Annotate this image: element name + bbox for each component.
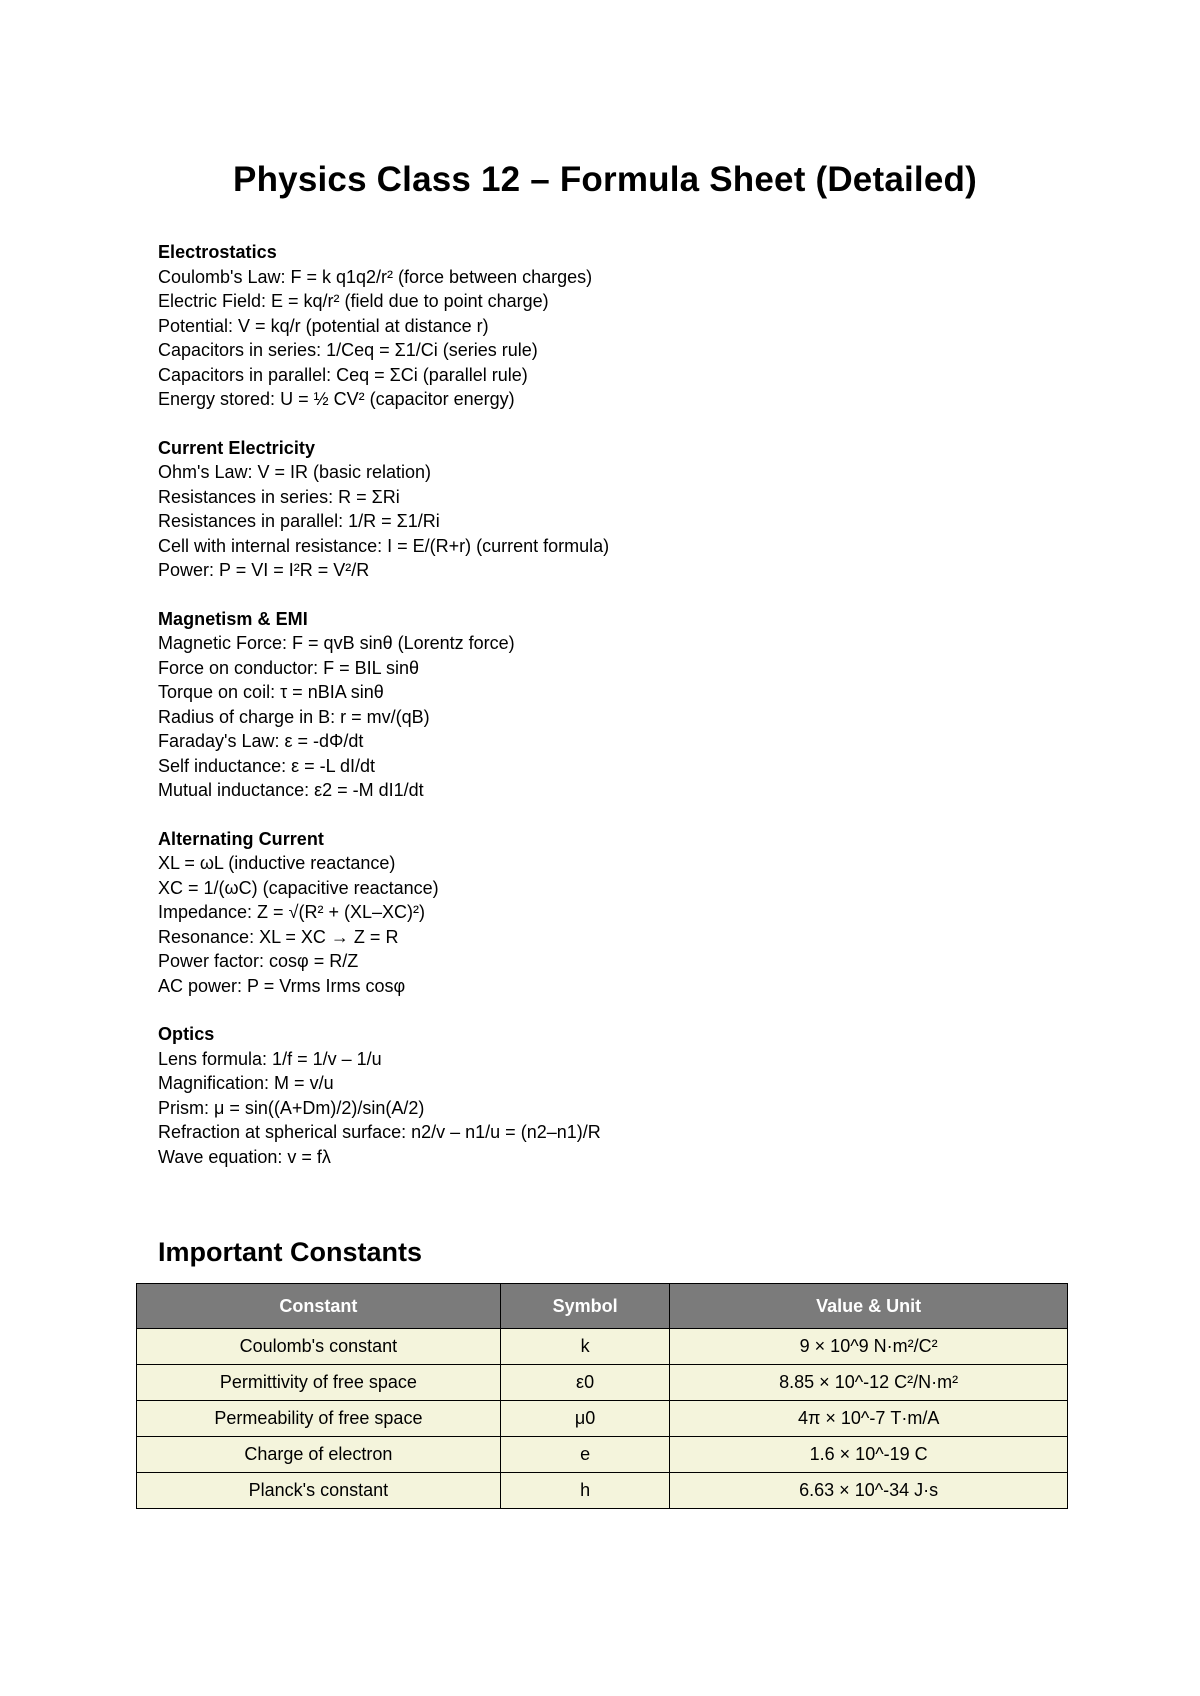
formula-line: Energy stored: U = ½ CV² (capacitor energy) xyxy=(158,389,515,409)
formula-line: Lens formula: 1/f = 1/v – 1/u xyxy=(158,1048,382,1069)
formula-line: Wave equation: v = fλ xyxy=(158,1146,331,1167)
formula-line: Power factor: cosφ = R/Z xyxy=(158,951,359,971)
formula-line: Resistances in series: R = ΣRi xyxy=(158,486,400,507)
constants-heading: Important Constants xyxy=(158,1237,423,1267)
formula-line: Mutual inductance: ε2 = -M dI1/dt xyxy=(158,780,424,800)
section-electrostatics xyxy=(158,240,1058,412)
table-cell: ε0 xyxy=(500,1365,669,1401)
table-cell: Coulomb's constant xyxy=(137,1329,501,1365)
formula-line: Torque on coil: τ = nBIA sinθ xyxy=(158,682,384,702)
formula-line: Potential: V = kq/r (potential at distance r) xyxy=(158,315,489,336)
section-heading: Current Electricity xyxy=(158,437,315,458)
formula-line: Prism: μ = sin((A+Dm)/2)/sin(A/2) xyxy=(158,1097,425,1118)
formula-line: Electric Field: E = kq/r² (field due to point charge) xyxy=(158,291,549,311)
formula-line: Force on conductor: F = BIL sinθ xyxy=(158,657,419,678)
table-cell: h xyxy=(500,1473,669,1509)
formula-line: Cell with internal resistance: I = E/(R+r) (current formula) xyxy=(158,535,610,556)
formula-line: Resonance: XL = XC → Z = R xyxy=(158,926,399,947)
table-cell: k xyxy=(500,1329,669,1365)
formula-line: Impedance: Z = √(R² + (XL–XC)²) xyxy=(158,902,425,922)
table-cell: 8.85 × 10^-12 C²/N·m² xyxy=(670,1365,1068,1401)
formula-line: Faraday's Law: ε = -dΦ/dt xyxy=(158,731,364,751)
formula-line: Refraction at spherical surface: n2/v – n1/u = (n2–n1)/R xyxy=(158,1122,601,1142)
formula-line: Power: P = VI = I²R = V²/R xyxy=(158,560,370,580)
formula-line: Magnification: M = v/u xyxy=(158,1073,334,1093)
table-cell: 9 × 10^9 N·m²/C² xyxy=(670,1329,1068,1365)
section-alternating-current xyxy=(158,827,1058,999)
table-cell: 1.6 × 10^-19 C xyxy=(670,1437,1068,1473)
formula-line: Magnetic Force: F = qvB sinθ (Lorentz force) xyxy=(158,633,515,653)
table-cell: 4π × 10^-7 T·m/A xyxy=(670,1401,1068,1437)
column-header-constant: Constant xyxy=(137,1284,501,1329)
table-row xyxy=(137,1437,1068,1473)
table-cell: Permeability of free space xyxy=(137,1401,501,1437)
table-row xyxy=(137,1401,1068,1437)
table-cell: μ0 xyxy=(500,1401,669,1437)
formula-line: Radius of charge in B: r = mv/(qB) xyxy=(158,706,430,727)
table-row xyxy=(137,1473,1068,1509)
section-heading: Optics xyxy=(158,1024,215,1044)
section-heading: Electrostatics xyxy=(158,242,277,262)
section-magnetism-emi xyxy=(158,607,1058,803)
formula-line: Self inductance: ε = -L dI/dt xyxy=(158,755,375,776)
constants-table xyxy=(136,1283,1068,1509)
table-cell: Planck's constant xyxy=(137,1473,501,1509)
table-cell: e xyxy=(500,1437,669,1473)
page-title: Physics Class 12 – Formula Sheet (Detailed) xyxy=(233,160,977,199)
formula-line: Ohm's Law: V = IR (basic relation) xyxy=(158,462,432,482)
formula-line: Capacitors in parallel: Ceq = ΣCi (parallel rule) xyxy=(158,364,528,385)
section-heading: Magnetism & EMI xyxy=(158,608,308,629)
column-header-value: Value & Unit xyxy=(670,1284,1068,1329)
table-row xyxy=(137,1329,1068,1365)
section-current-electricity xyxy=(158,436,1058,583)
formula-line: Capacitors in series: 1/Ceq = Σ1/Ci (series rule) xyxy=(158,340,538,360)
formula-line: XC = 1/(ωC) (capacitive reactance) xyxy=(158,877,439,898)
table-cell: 6.63 × 10^-34 J·s xyxy=(670,1473,1068,1509)
table-row xyxy=(137,1365,1068,1401)
table-cell: Permittivity of free space xyxy=(137,1365,501,1401)
formula-line: XL = ωL (inductive reactance) xyxy=(158,853,396,873)
formula-line: Coulomb's Law: F = k q1q2/r² (force between charges) xyxy=(158,266,593,287)
table-cell: Charge of electron xyxy=(137,1437,501,1473)
section-heading: Alternating Current xyxy=(158,828,324,849)
formula-line: AC power: P = Vrms Irms cosφ xyxy=(158,975,406,996)
table-header-row xyxy=(137,1284,1068,1329)
formula-line: Resistances in parallel: 1/R = Σ1/Ri xyxy=(158,511,440,531)
formula-sections xyxy=(158,240,1058,1193)
column-header-symbol: Symbol xyxy=(500,1284,669,1329)
section-optics xyxy=(158,1022,1058,1169)
